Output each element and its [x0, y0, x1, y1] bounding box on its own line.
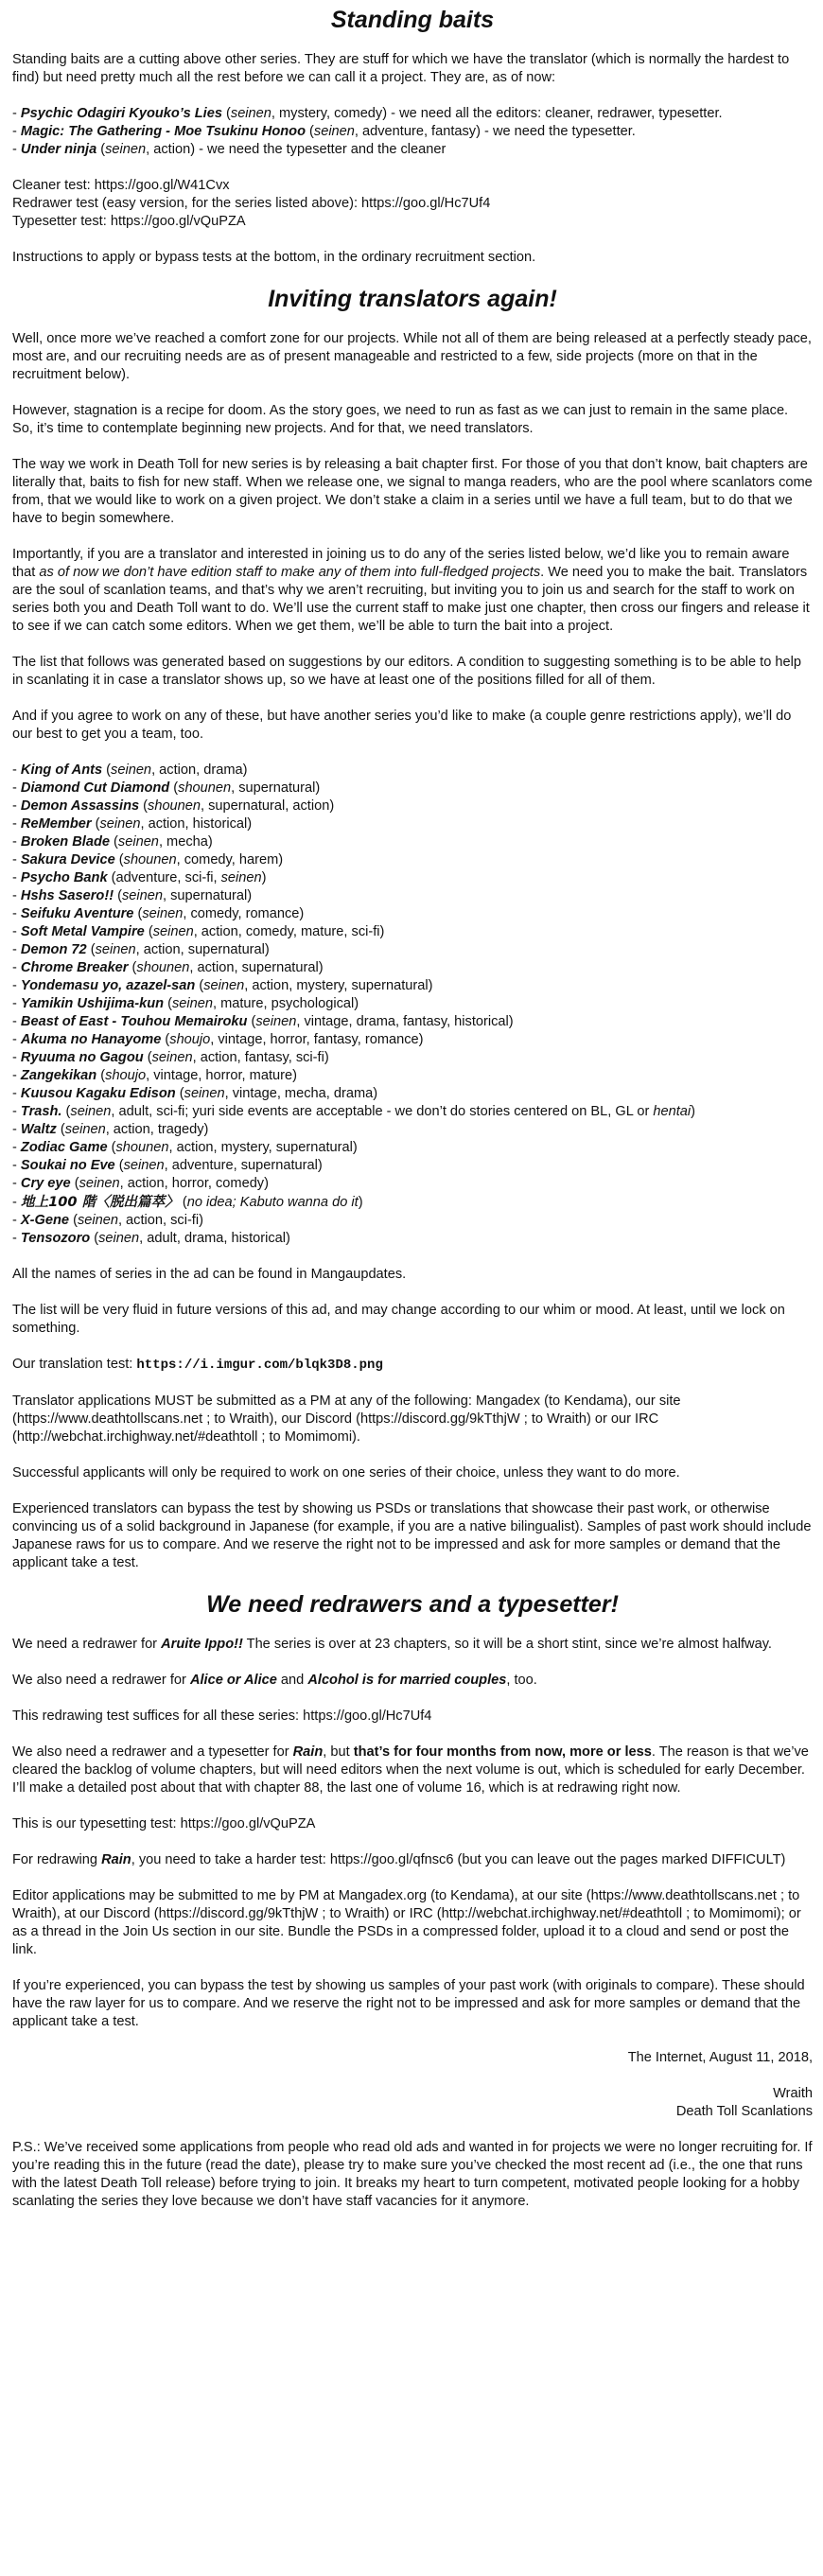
translation-test: [12, 1356, 813, 1375]
series-genres: , action, horror, comedy: [119, 1176, 265, 1191]
series-demographic: seinen: [142, 906, 184, 921]
series-demographic: shounen: [148, 798, 201, 814]
bait-genres: , mystery, comedy: [271, 106, 383, 121]
series-name: [21, 960, 129, 975]
series-item: - Zodiac Game (shounen, action, mystery, supernatural): [12, 1140, 358, 1155]
r-p6-c: , you need to take a harder test: https://goo.gl/qfnsc6 (but you can leave out the pages marked DIFFICULT): [131, 1852, 786, 1867]
series-item: - King of Ants (seinen, action, drama): [12, 762, 248, 778]
series-demographic: seinen: [220, 870, 262, 885]
series-name-text: Cry eye: [20, 1176, 71, 1191]
translators-p4: [12, 546, 813, 636]
bait-demographic: seinen: [105, 142, 147, 157]
r-p4-series: Rain: [292, 1744, 324, 1760]
series-item: - Seifuku Aventure (seinen, comedy, romance): [12, 906, 305, 921]
series-genres: , action, supernatural: [189, 960, 319, 975]
series-item: - Soukai no Eve (seinen, adventure, supernatural): [12, 1158, 323, 1173]
standing-bait-item: - Psychic Odagiri Kyouko’s Lies (seinen, mystery, comedy) - we need all the editors: cleaner, redrawer, typesetter.: [12, 106, 723, 121]
redrawers-p7: Editor applications may be submitted to me by PM at Mangadex.org (to Kendama), at our site (https://www.deathtollscans.net ; to Wraith), at our Discord (https://discord.gg/9kTthjW ; to Wraith) or IRC (http://webchat.irchighway.net/#deathtoll ; to Momimomi); or as a thread in the Join Us section in our site. Bundle the PSDs in a compressed folder, upload it to a cloud and send or post the link.: [12, 1888, 801, 1957]
bait-series-name-text: Under ninja: [20, 142, 97, 157]
translators-p10: Successful applicants will only be required to work on one series of their choice, unless they want to do more.: [12, 1465, 680, 1481]
signature-date: The Internet, August 11, 2018,: [627, 2050, 813, 2065]
standing-bait-item: - Under ninja (seinen, action) - we need the typesetter and the cleaner: [12, 142, 447, 157]
series-demographic: shounen: [178, 780, 232, 796]
series-name-text: Beast of East - Touhou Memairoku: [20, 1014, 248, 1029]
series-item: - Hshs Sasero!! (seinen, supernatural): [12, 888, 253, 903]
bait-genres: , adventure, fantasy: [354, 124, 477, 139]
series-demographic: seinen: [64, 1122, 106, 1137]
series-item: - 地上100 階〈脱出篇萃〉 (no idea; Kabuto wanna do it): [12, 1194, 363, 1210]
r-p1-a: We need a redrawer for: [12, 1637, 162, 1652]
bait-series-name-text: Magic: The Gathering - Moe Tsukinu Honoo: [20, 124, 306, 139]
series-demographic: shounen: [115, 1140, 169, 1155]
translators-heading: Inviting translators again!: [268, 286, 557, 312]
series-name: [21, 816, 92, 832]
series-name-text: Diamond Cut Diamond: [20, 780, 170, 796]
translators-p6: And if you agree to work on any of these, but have another series you’d like to make (a couple genre restrictions apply), we’ll do our best to get you a team, too.: [12, 709, 792, 742]
translators-p8: The list will be very fluid in future versions of this ad, and may change according to our whim or mood. At least, until we lock on something.: [12, 1303, 785, 1336]
translators-p3: The way we work in Death Toll for new series is by releasing a bait chapter first. For those of you that don’t know, bait chapters are literally that, baits to fish for new staff. When we release one, we signal to manga readers, who are the pool where scanlators come from, that we would like to work on a given project. We don’t stake a claim in a series until we have a full team, but to do that we have to begin somewhere.: [12, 457, 813, 526]
series-genres: , vintage, drama, fantasy, historical: [296, 1014, 509, 1029]
series-name: [21, 942, 87, 957]
series-name: [21, 1104, 62, 1119]
r-p4-e: . The reason is that we’ve cleared the backlog of volume chapters, but will need editors when the next volume is out, which is scheduled for early December. I’ll make a detailed post about that with chapter 88, the last one of volume 16, which is at redrawing right now.: [12, 1744, 809, 1796]
series-name: [21, 888, 114, 903]
series-name-text: Demon Assassins: [20, 798, 140, 814]
series-name-text: Chrome Breaker: [20, 960, 129, 975]
series-genres: , adventure, supernatural: [164, 1158, 318, 1173]
series-name: [21, 1213, 69, 1228]
bait-note: - we need the typesetter.: [480, 124, 636, 139]
series-name-text: Seifuku Aventure: [20, 906, 134, 921]
r-p2-c: and: [276, 1673, 308, 1688]
series-item: - Tensozoro (seinen, adult, drama, historical): [12, 1231, 290, 1246]
r-p2-a: We also need a redrawer for: [12, 1673, 190, 1688]
series-name: [21, 906, 133, 921]
r-p4-a: We also need a redrawer and a typesetter for: [12, 1744, 293, 1760]
series-demographic: seinen: [151, 1050, 193, 1065]
translation-test-label: Our translation test:: [12, 1357, 137, 1372]
series-genres: , action, supernatural: [135, 942, 265, 957]
series-item: - Demon Assassins (shounen, supernatural, action): [12, 798, 335, 814]
series-genres: , comedy, romance: [183, 906, 300, 921]
series-name-text: Sakura Device: [20, 852, 115, 867]
series-item: - Soft Metal Vampire (seinen, action, comedy, mature, sci-fi): [12, 924, 385, 939]
series-name-text: Psycho Bank: [20, 870, 108, 885]
series-genres: , action, mystery, supernatural: [168, 1140, 353, 1155]
series-name-text: Yamikin Ushijima-kun: [20, 996, 165, 1011]
series-name: [21, 1032, 161, 1047]
test-links: [12, 177, 813, 231]
r-p4-bold: that’s for four months from now, more or less: [353, 1744, 652, 1760]
redrawers-p2: [12, 1672, 813, 1690]
standing-baits-list: [12, 105, 813, 159]
series-item: - Zangekikan (shoujo, vintage, horror, mature): [12, 1068, 297, 1083]
redrawers-heading: We need redrawers and a typesetter!: [206, 1591, 619, 1618]
redrawers-p8: If you’re experienced, you can bypass the test by showing us samples of your past work (with originals to compare). These should have the raw layer for us to compare. And we reserve the right not to be impressed and ask for more samples or demand that the applicant take a test.: [12, 1978, 805, 2029]
series-name: [21, 978, 195, 993]
series-genres-end: hentai: [653, 1104, 692, 1119]
series-demographic: shounen: [123, 852, 177, 867]
series-name: [21, 1086, 176, 1101]
series-name: [21, 1014, 247, 1029]
standing-intro: Standing baits are a cutting above other series. They are stuff for which we have the translator (which is normally the hardest to find) but need pretty much all the rest before we can call it a project. They are, as of now:: [12, 52, 790, 85]
series-name: [21, 1195, 179, 1210]
series-name-text: Akuma no Hanayome: [20, 1032, 162, 1047]
series-genres: , action, drama: [151, 762, 243, 778]
series-genres: , vintage, mecha, drama: [224, 1086, 374, 1101]
standing-instructions: Instructions to apply or bypass tests at the bottom, in the ordinary recruitment section.: [12, 250, 536, 265]
r-p2-series-1: Alice or Alice: [189, 1673, 277, 1688]
series-name-text: Demon 72: [20, 942, 87, 957]
r-p6-a: For redrawing: [12, 1852, 102, 1867]
series-name-text: King of Ants: [20, 762, 103, 778]
series-name: [21, 1140, 108, 1155]
series-item: - Demon 72 (seinen, action, supernatural): [12, 942, 270, 957]
postscript: P.S.: We’ve received some applications from people who read old ads and wanted in for projects we were no longer recruiting for. If you’re reading this in the future (read the date), please try to make sure you’ve checked the most recent ad (i.e., the one that runs with the latest Death Toll release) before trying to join. It breaks my heart to turn competent, motivated people looking for a hobby scanlating the series they love because we don’t have staff vacancies for it anymore.: [12, 2140, 813, 2209]
bait-note: - we need all the editors: cleaner, redrawer, typesetter.: [387, 106, 723, 121]
r-p4-c: , but: [323, 1744, 354, 1760]
test-link-line: Cleaner test: https://goo.gl/W41Cvx: [12, 178, 230, 193]
series-genres: , adult, drama, historical: [139, 1231, 287, 1246]
series-name: [21, 1176, 71, 1191]
series-name-text: Zangekikan: [20, 1068, 97, 1083]
translators-p9: Translator applications MUST be submitted as a PM at any of the following: Mangadex (to Kendama), our site (https://www.deathtollscans.net ; to Wraith), our Discord (https://discord.gg/9kTthjW ; to Wraith) or our IRC (http://webchat.irchighway.net/#deathtoll ; to Momimomi).: [12, 1393, 681, 1445]
series-item: - Yamikin Ushijima-kun (seinen, mature, psychological): [12, 996, 359, 1011]
series-name-text: Soukai no Eve: [20, 1158, 115, 1173]
series-item: - Yondemasu yo, azazel-san (seinen, action, mystery, supernatural): [12, 978, 433, 993]
bait-series-name-text: Psychic Odagiri Kyouko’s Lies: [20, 106, 222, 121]
series-demographic: seinen: [99, 816, 141, 832]
series-genres: , comedy, harem: [176, 852, 279, 867]
redrawers-p3: This redrawing test suffices for all these series: https://goo.gl/Hc7Uf4: [12, 1709, 432, 1724]
r-p2-e: , too.: [506, 1673, 537, 1688]
series-name-text: Yondemasu yo, azazel-san: [20, 978, 196, 993]
bait-genres: , action: [146, 142, 191, 157]
series-demographic: seinen: [121, 888, 163, 903]
series-name: [21, 870, 108, 885]
series-genres: , action, fantasy, sci-fi: [192, 1050, 324, 1065]
series-genres: , supernatural: [163, 888, 248, 903]
series-name: [21, 762, 102, 778]
series-demographic: seinen: [77, 1213, 118, 1228]
standing-baits-heading: Standing baits: [330, 7, 495, 33]
series-name-text: Broken Blade: [20, 834, 110, 850]
series-name: [21, 852, 115, 867]
series-name-text: Zodiac Game: [20, 1140, 108, 1155]
series-name: [21, 798, 139, 814]
series-genres: , vintage, horror, mature: [146, 1068, 293, 1083]
translation-test-link[interactable]: https://i.imgur.com/blqk3D8.png: [136, 1358, 383, 1373]
series-name-text: Waltz: [20, 1122, 57, 1137]
series-demographic: seinen: [111, 762, 152, 778]
series-demographic: seinen: [70, 1104, 112, 1119]
bait-demographic: seinen: [230, 106, 271, 121]
bait-note: - we need the typesetter and the cleaner: [195, 142, 447, 157]
series-genres: , adult, sci-fi; yuri side events are acceptable - we don’t do stories centered on BL, GL or: [111, 1104, 654, 1119]
standing-bait-item: - Magic: The Gathering - Moe Tsukinu Honoo (seinen, adventure, fantasy) - we need the typesetter.: [12, 124, 636, 139]
series-genres: , mecha: [158, 834, 208, 850]
series-item: - Kuusou Kagaku Edison (seinen, vintage, mecha, drama): [12, 1086, 378, 1101]
test-link-line: Redrawer test (easy version, for the series listed above): https://goo.gl/Hc7Uf4: [12, 196, 491, 211]
series-name: [21, 1050, 144, 1065]
series-genres: , action, mystery, supernatural: [244, 978, 429, 993]
series-genres: , action, sci-fi: [117, 1213, 200, 1228]
translators-p1: Well, once more we’ve reached a comfort zone for our projects. While not all of them are being released at a perfectly steady pace, most are, and our recruiting needs are as of present manageable and restricted to a few, side projects (more on that in the recruitment below).: [12, 331, 812, 382]
series-item: - Beast of East - Touhou Memairoku (seinen, vintage, drama, fantasy, historical): [12, 1014, 514, 1029]
series-item: - Chrome Breaker (shounen, action, supernatural): [12, 960, 324, 975]
bait-series-name: [21, 124, 306, 139]
series-name: [21, 780, 169, 796]
series-item: - X-Gene (seinen, action, sci-fi): [12, 1213, 203, 1228]
translators-p2: However, stagnation is a recipe for doom. As the story goes, we need to run as fast as we can just to remain in the same place. So, it’s time to contemplate beginning new projects. And for that, we need translators.: [12, 403, 789, 436]
series-list: [12, 762, 813, 1248]
series-name: [21, 1068, 96, 1083]
test-link-line: Typesetter test: https://goo.gl/vQuPZA: [12, 214, 246, 229]
series-name: [21, 1122, 57, 1137]
series-name-text: Kuusou Kagaku Edison: [20, 1086, 176, 1101]
series-name-text: Soft Metal Vampire: [20, 924, 145, 939]
series-item: - ReMember (seinen, action, historical): [12, 816, 253, 832]
series-demographic: seinen: [152, 924, 194, 939]
series-name-text: X-Gene: [20, 1213, 70, 1228]
redrawers-p5: This is our typesetting test: https://goo.gl/vQuPZA: [12, 1816, 316, 1831]
series-genres: , action, historical: [140, 816, 248, 832]
redrawers-p1: [12, 1636, 813, 1654]
redrawers-p4: [12, 1744, 813, 1797]
series-name-text: Ryuuma no Gagou: [20, 1050, 144, 1065]
series-name-text: ReMember: [20, 816, 92, 832]
redrawers-p6: [12, 1851, 813, 1869]
series-demographic: seinen: [95, 942, 136, 957]
series-name-text: Tensozoro: [20, 1231, 91, 1246]
series-item: - Waltz (seinen, action, tragedy): [12, 1122, 209, 1137]
series-item: - Diamond Cut Diamond (shounen, supernatural): [12, 780, 321, 796]
series-demographic: seinen: [98, 1231, 140, 1246]
p4-text-c: . We need you to make the bait. Translators are the soul of scanlation teams, and that’s why we aren’t recruiting, but inviting you to join us and search for the staff to work on series both you and Death Toll want to do. We’ll use the current staff to make just one chapter, then cross our fingers and release it to see if we can catch some editors. When we get them, we’ll be able to turn the bait into a project.: [12, 565, 810, 634]
series-demographic: seinen: [117, 834, 159, 850]
series-name: [21, 1231, 90, 1246]
series-item: - Akuma no Hanayome (shoujo, vintage, horror, fantasy, romance): [12, 1032, 424, 1047]
series-demographic: seinen: [171, 996, 213, 1011]
series-genres: , action, comedy, mature, sci-fi: [193, 924, 380, 939]
bait-demographic: seinen: [313, 124, 355, 139]
series-genres: , vintage, horror, fantasy, romance: [210, 1032, 419, 1047]
series-name-text: Hshs Sasero!!: [20, 888, 114, 903]
series-demographic: seinen: [203, 978, 245, 993]
p4-text-a: Importantly, if you are a translator and interested in joining us to do any of the series listed below, we’d like you to remain aware that: [12, 547, 790, 580]
series-name: [21, 834, 110, 850]
series-genres: , action, tragedy: [105, 1122, 204, 1137]
series-demographic: no idea; Kabuto wanna do it: [186, 1195, 359, 1210]
series-name-text: Trash.: [20, 1104, 62, 1119]
series-genres: , supernatural: [231, 780, 316, 796]
series-item: - Broken Blade (seinen, mecha): [12, 834, 213, 850]
series-demographic: shoujo: [169, 1032, 211, 1047]
series-demographic: shounen: [136, 960, 190, 975]
series-name-text: 地上100 階〈脱出篇萃〉: [20, 1194, 179, 1210]
translators-p5: The list that follows was generated based on suggestions by our editors. A condition to suggesting something is to be able to help in scanlating it in case a translator shows up, so we have at least one of the positions filled for all of them.: [12, 655, 801, 688]
translators-p11: Experienced translators can bypass the test by showing us PSDs or translations that showcase their past work, or otherwise convincing us of a solid background in Japanese (for example, if you are a native bilingualist). Samples of past work should include Japanese raws for us to compare. And we reserve the right not to be impressed and ask for more samples or demand that the applicant take a test.: [12, 1501, 812, 1570]
series-genres-pre: adventure, sci-fi,: [115, 870, 221, 885]
p4-emphasis: as of now we don’t have edition staff to make any of them into full-fledged projects: [39, 565, 541, 580]
bait-series-name: [21, 142, 96, 157]
series-genres: , supernatural, action: [201, 798, 330, 814]
series-name: [21, 996, 164, 1011]
r-p6-series: Rain: [101, 1852, 131, 1867]
bait-series-name: [21, 106, 222, 121]
series-item: - Ryuuma no Gagou (seinen, action, fantasy, sci-fi): [12, 1050, 329, 1065]
series-item: - Sakura Device (shounen, comedy, harem): [12, 852, 284, 867]
series-demographic: seinen: [184, 1086, 225, 1101]
r-p1-c: The series is over at 23 chapters, so it will be a short stint, since we’re almost halfway.: [242, 1637, 772, 1652]
series-demographic: seinen: [123, 1158, 165, 1173]
signature-group: Death Toll Scanlations: [675, 2104, 813, 2119]
series-demographic: seinen: [255, 1014, 297, 1029]
series-genres: , mature, psychological: [212, 996, 355, 1011]
series-demographic: shoujo: [105, 1068, 147, 1083]
series-item: - Psycho Bank (adventure, sci-fi, seinen): [12, 870, 267, 885]
translators-p7: All the names of series in the ad can be found in Mangaupdates.: [12, 1267, 407, 1282]
series-demographic: seinen: [79, 1176, 120, 1191]
r-p2-series-2: Alcohol is for married couples: [307, 1673, 507, 1688]
r-p1-series: Aruite Ippo!!: [161, 1637, 243, 1652]
signature-name: Wraith: [773, 2086, 813, 2101]
series-name: [21, 924, 145, 939]
series-item: - Trash. (seinen, adult, sci-fi; yuri side events are acceptable - we don’t do stories centered on BL, GL or hentai): [12, 1104, 696, 1119]
series-name: [21, 1158, 115, 1173]
series-item: - Cry eye (seinen, action, horror, comedy): [12, 1176, 269, 1191]
